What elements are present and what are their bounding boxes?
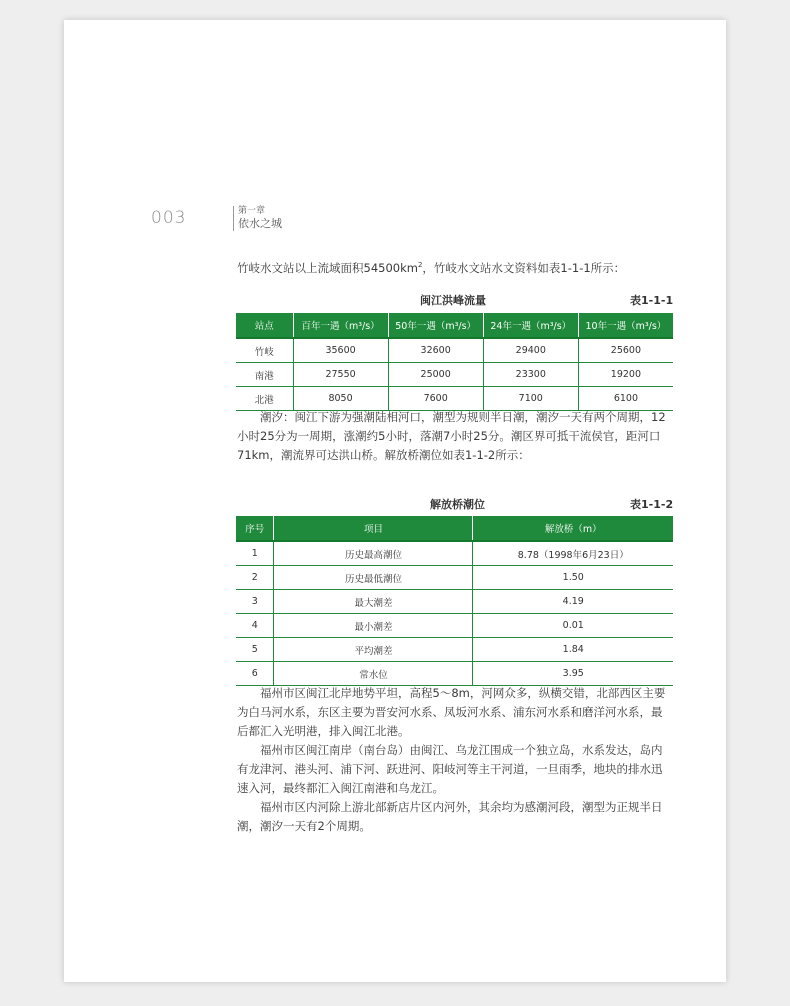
table1-flood-discharge	[236, 313, 673, 411]
table2-header-cell: 序号	[236, 516, 274, 541]
table-cell: 3.95	[473, 662, 673, 686]
table-cell: 4	[236, 614, 274, 638]
intro-superscript: 2	[417, 261, 423, 269]
table-cell: 7100	[483, 387, 578, 411]
body-paragraph-3: 福州市区内河除上游北部新店片区内河外，其余均为感潮河段，潮型为正规半日潮，潮汐一天有2个周期。	[237, 800, 663, 833]
table2-header-cell: 解放桥（m）	[473, 516, 673, 541]
intro-text-before: 竹岐水文站以上流域面积54500km	[237, 260, 418, 275]
table-cell: 23300	[483, 363, 578, 387]
table-row	[236, 363, 673, 387]
table-cell: 27550	[293, 363, 388, 387]
table1-caption: 闽江洪峰流量	[420, 294, 486, 307]
table-cell: 5	[236, 638, 274, 662]
table-cell: 北港	[236, 387, 293, 411]
table-cell: 历史最低潮位	[274, 566, 473, 590]
table-cell: 7600	[388, 387, 483, 411]
intro-paragraph	[237, 256, 671, 278]
chapter-label: 第一章	[238, 206, 266, 216]
table-cell: 历史最高潮位	[274, 541, 473, 566]
table-row	[236, 614, 673, 638]
table-row	[236, 662, 673, 686]
table-cell: 8050	[293, 387, 388, 411]
table2-number: 表1-1-2	[630, 498, 674, 511]
table-cell: 35600	[293, 338, 388, 363]
body-paragraph-2: 福州市区闽江南岸（南台岛）由闽江、乌龙江围成一个独立岛，水系发达，岛内有龙津河、港头河、浦下河、跃进河、阳岐河等主干河道，一旦雨季，地块的排水迅速入河，最终都汇入闽江南港和乌龙江。	[237, 743, 663, 795]
table-cell: 最小潮差	[274, 614, 473, 638]
table-cell: 0.01	[473, 614, 673, 638]
table1-header-cell: 10年一遇（m³/s）	[578, 313, 673, 338]
body-paragraph-1: 福州市区闽江北岸地势平坦，高程5～8m，河网众多，纵横交错，北部西区主要为白马河水系，东区主要为晋安河水系、凤坂河水系、浦东河水系和磨洋河水系，最后都汇入光明港，排入闽江北港。	[237, 686, 666, 738]
table1-header-cell: 百年一遇（m³/s）	[293, 313, 388, 338]
table-row	[236, 590, 673, 614]
table1-number: 表1-1-1	[630, 294, 674, 307]
table-row	[236, 638, 673, 662]
table-row	[236, 541, 673, 566]
table-cell: 25600	[578, 338, 673, 363]
table-cell: 南港	[236, 363, 293, 387]
chapter-title: 依水之城	[238, 217, 282, 230]
table-cell: 常水位	[274, 662, 473, 686]
table-cell: 竹岐	[236, 338, 293, 363]
table2-header-row	[236, 516, 673, 541]
table-cell: 6	[236, 662, 274, 686]
table1-header-cell: 50年一遇（m³/s）	[388, 313, 483, 338]
document-page	[64, 20, 726, 982]
intro-text-after: ，竹岐水文站水文资料如表1-1-1所示：	[422, 260, 626, 275]
table-cell: 1	[236, 541, 274, 566]
table-cell: 3	[236, 590, 274, 614]
table-cell: 平均潮差	[274, 638, 473, 662]
table-cell: 8.78（1998年6月23日）	[473, 541, 673, 566]
table-row	[236, 387, 673, 411]
table-cell: 最大潮差	[274, 590, 473, 614]
table-row	[236, 566, 673, 590]
table-cell: 6100	[578, 387, 673, 411]
table1-header-row	[236, 313, 673, 338]
table2-header-cell: 项目	[274, 516, 473, 541]
table-cell: 4.19	[473, 590, 673, 614]
table-cell: 2	[236, 566, 274, 590]
table-cell: 32600	[388, 338, 483, 363]
table-cell: 1.84	[473, 638, 673, 662]
table1-header-cell: 24年一遇（m³/s）	[483, 313, 578, 338]
table-cell: 19200	[578, 363, 673, 387]
table-cell: 25000	[388, 363, 483, 387]
table2-caption: 解放桥潮位	[430, 498, 485, 511]
table1-header-cell: 站点	[236, 313, 293, 338]
chapter-header	[233, 206, 282, 231]
table-row	[236, 338, 673, 363]
table2-tide-levels	[236, 516, 673, 686]
table-cell: 29400	[483, 338, 578, 363]
tide-paragraph: 潮汐：闽江下游为强潮陆相河口，潮型为规则半日潮，潮汐一天有两个周期，12小时25分为一周期，涨潮约5小时，落潮7小时25分。潮区界可抵干流侯官，距河口71km，潮流界可达洪山桥。解放桥潮位如表1-1-2所示：	[237, 410, 666, 462]
page-number: 003	[151, 208, 187, 228]
table-cell: 1.50	[473, 566, 673, 590]
